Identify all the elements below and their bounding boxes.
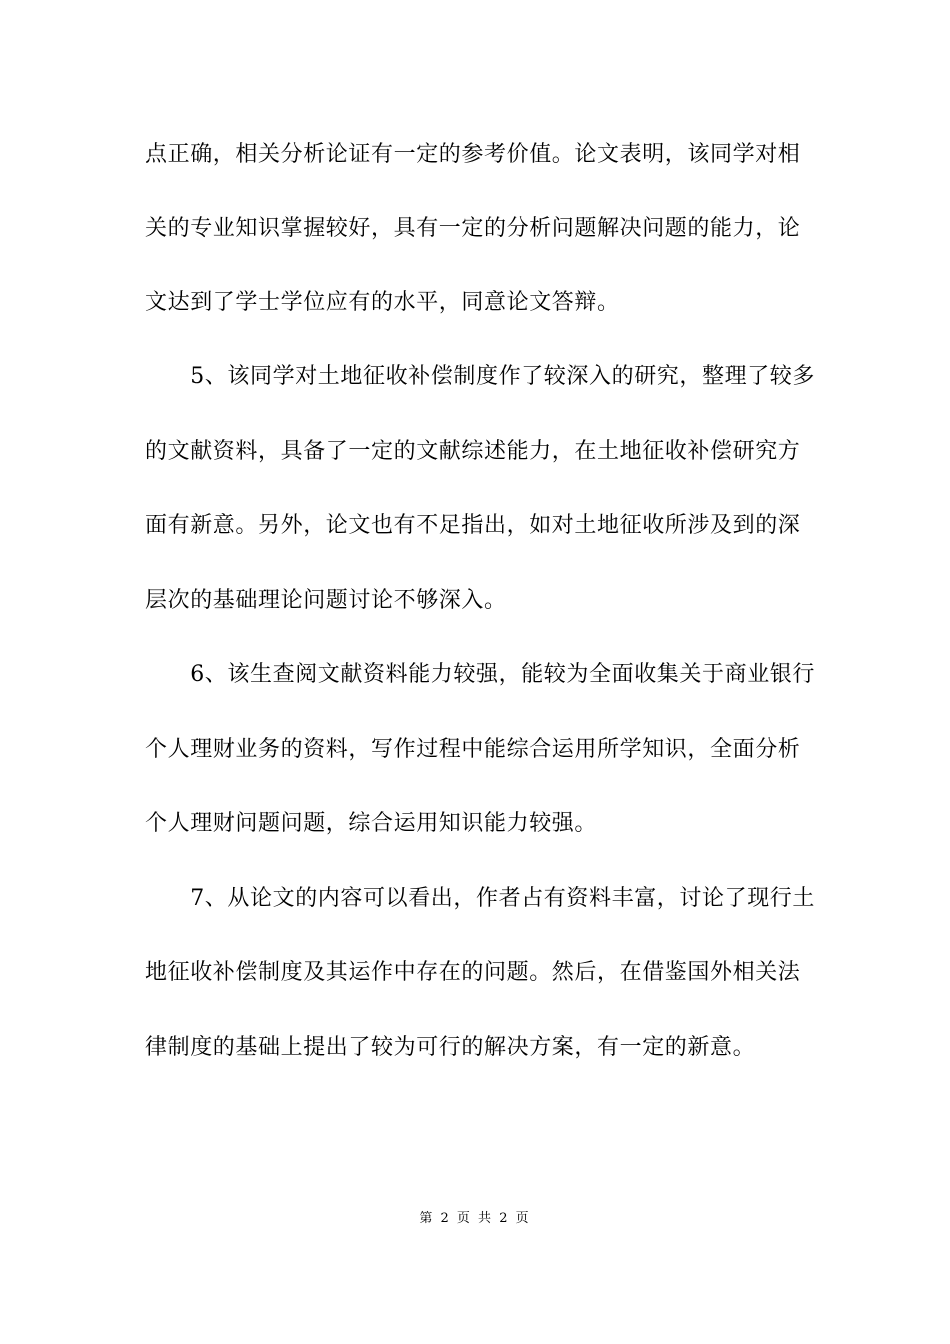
body-text-line: 层次的基础理论问题讨论不够深入。 (145, 588, 507, 613)
page-number-footer: 第 2 页 共 2 页 (419, 1211, 531, 1226)
body-text-line: 律制度的基础上提出了较为可行的解决方案，有一定的新意。 (145, 1035, 756, 1060)
body-text-line: 个人理财问题问题，综合运用知识能力较强。 (145, 811, 598, 836)
body-text-line: 文达到了学士学位应有的水平，同意论文答辩。 (145, 290, 620, 315)
body-text-line: 的文献资料，具备了一定的文献综述能力，在土地征收补偿研究方 (145, 439, 801, 464)
body-text-line: 个人理财业务的资料，写作过程中能综合运用所学知识，全面分析 (145, 737, 801, 762)
body-text-line: 点正确，相关分析论证有一定的参考价值。论文表明，该同学对相 (145, 142, 801, 167)
body-text-line: 关的专业知识掌握较好，具有一定的分析问题解决问题的能力，论 (145, 216, 801, 241)
body-text-line: 面有新意。另外，论文也有不足指出，如对土地征收所涉及到的深 (145, 513, 801, 538)
body-text-line: 7、从论文的内容可以看出，作者占有资料丰富，讨论了现行土 (145, 886, 815, 911)
body-text-line: 6、该生查阅文献资料能力较强，能较为全面收集关于商业银行 (145, 662, 815, 687)
body-text-line: 地征收补偿制度及其运作中存在的问题。然后，在借鉴国外相关法 (145, 960, 801, 985)
body-text-line: 5、该同学对土地征收补偿制度作了较深入的研究，整理了较多 (145, 364, 815, 389)
